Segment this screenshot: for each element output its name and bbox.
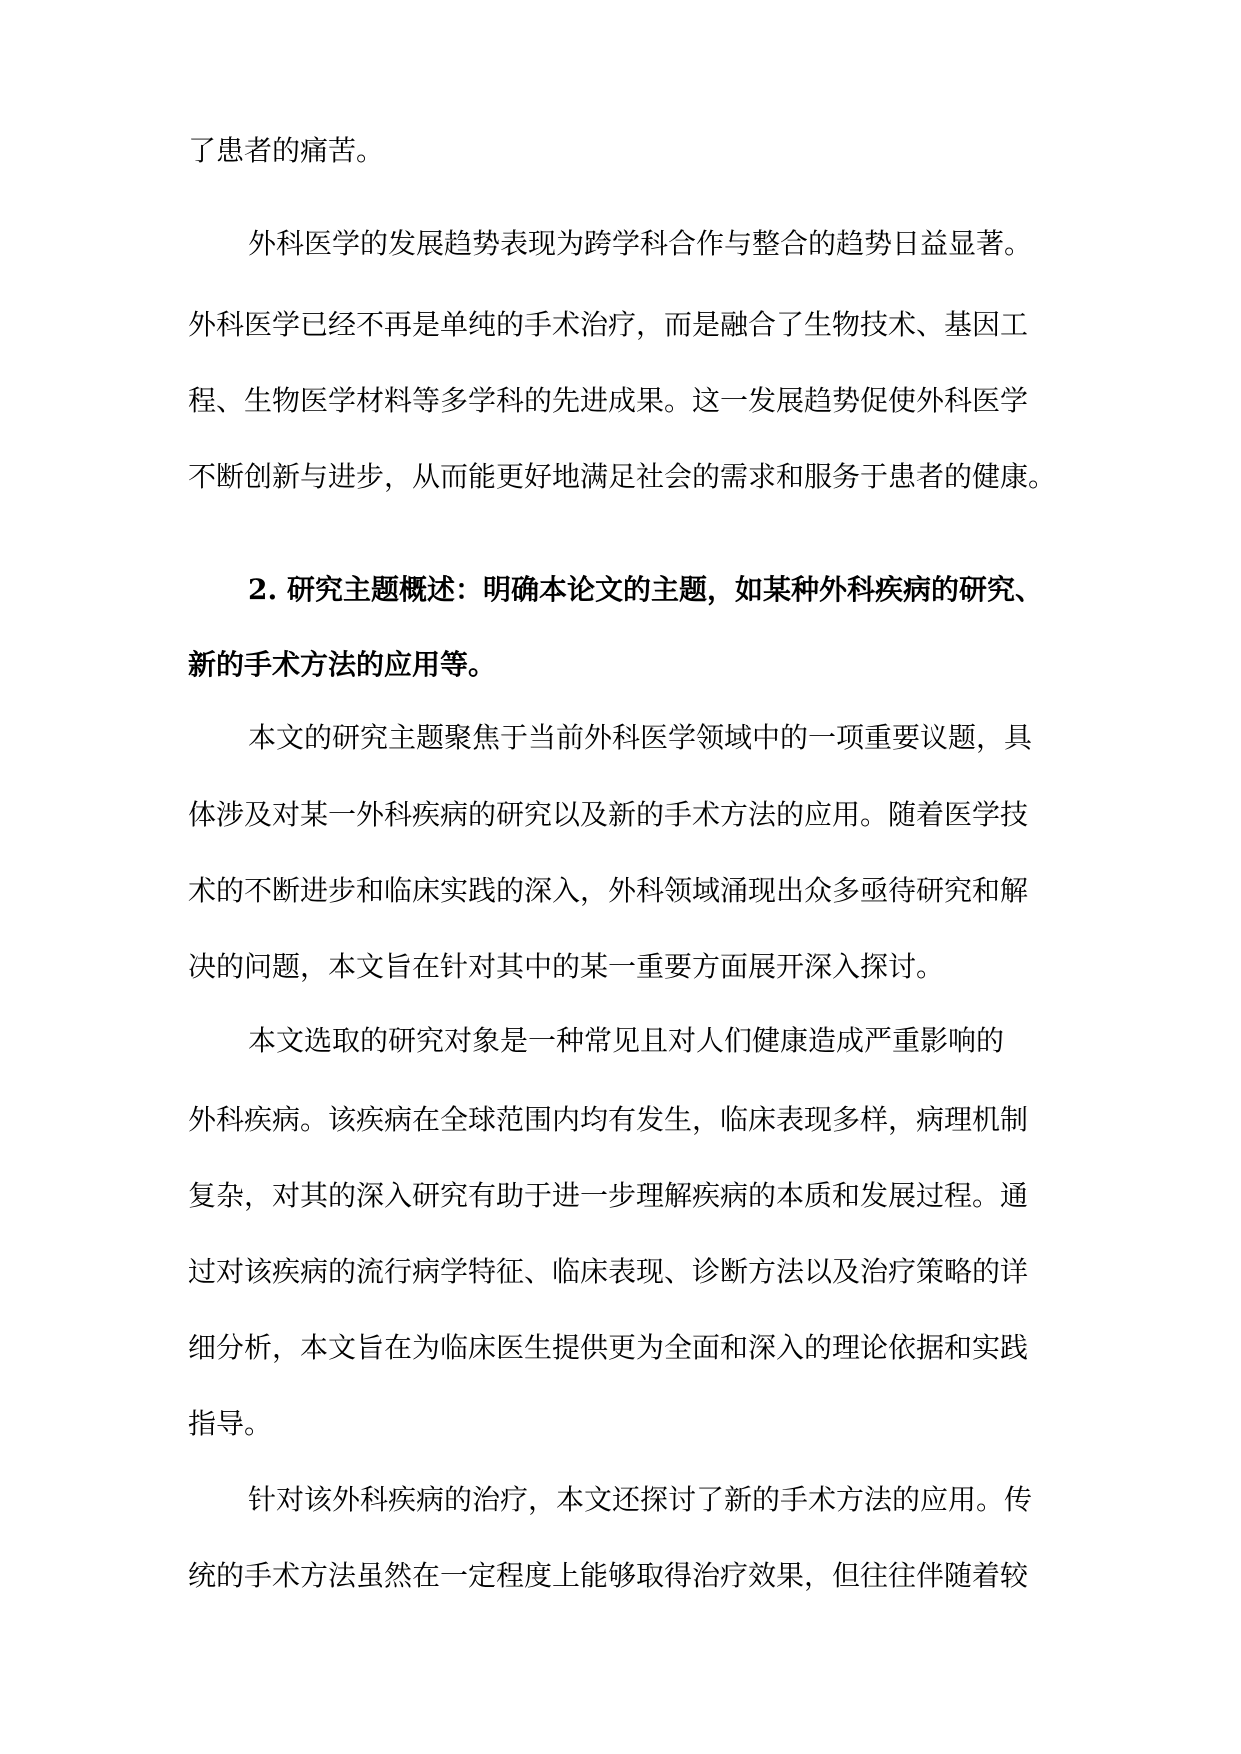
body-line: 过对该疾病的流行病学特征、临床表现、诊断方法以及治疗策略的详	[188, 1255, 1029, 1288]
body-line: 外科医学已经不再是单纯的手术治疗，而是融合了生物技术、基因工	[188, 308, 1029, 341]
paragraph-first-line: 本文的研究主题聚焦于当前外科医学领域中的一项重要议题，具	[248, 721, 1033, 754]
body-line: 决的问题，本文旨在针对其中的某一重要方面展开深入探讨。	[188, 950, 945, 983]
body-line: 细分析，本文旨在为临床医生提供更为全面和深入的理论依据和实践	[188, 1331, 1029, 1364]
paragraph-first-line: 外科医学的发展趋势表现为跨学科合作与整合的趋势日益显著。	[248, 227, 1033, 260]
body-line: 复杂，对其的深入研究有助于进一步理解疾病的本质和发展过程。通	[188, 1179, 1029, 1212]
body-line: 外科疾病。该疾病在全球范围内均有发生，临床表现多样，病理机制	[188, 1103, 1029, 1136]
section-heading-line: 新的手术方法的应用等。	[188, 648, 497, 681]
body-line: 不断创新与进步，从而能更好地满足社会的需求和服务于患者的健康。	[188, 460, 1057, 493]
body-line: 了患者的痛苦。	[188, 134, 385, 167]
body-line: 统的手术方法虽然在一定程度上能够取得治疗效果，但往往伴随着较	[188, 1559, 1029, 1592]
paragraph-first-line: 本文选取的研究对象是一种常见且对人们健康造成严重影响的	[248, 1024, 1005, 1057]
paragraph-first-line: 针对该外科疾病的治疗，本文还探讨了新的手术方法的应用。传	[248, 1483, 1033, 1516]
body-line: 术的不断进步和临床实践的深入，外科领域涌现出众多亟待研究和解	[188, 874, 1029, 907]
body-line: 程、生物医学材料等多学科的先进成果。这一发展趋势促使外科医学	[188, 384, 1029, 417]
body-line: 指导。	[188, 1407, 273, 1440]
body-line: 体涉及对某一外科疾病的研究以及新的手术方法的应用。随着医学技	[188, 798, 1029, 831]
section-heading-line: 2. 研究主题概述：明确本论文的主题，如某种外科疾病的研究、	[248, 573, 1043, 606]
